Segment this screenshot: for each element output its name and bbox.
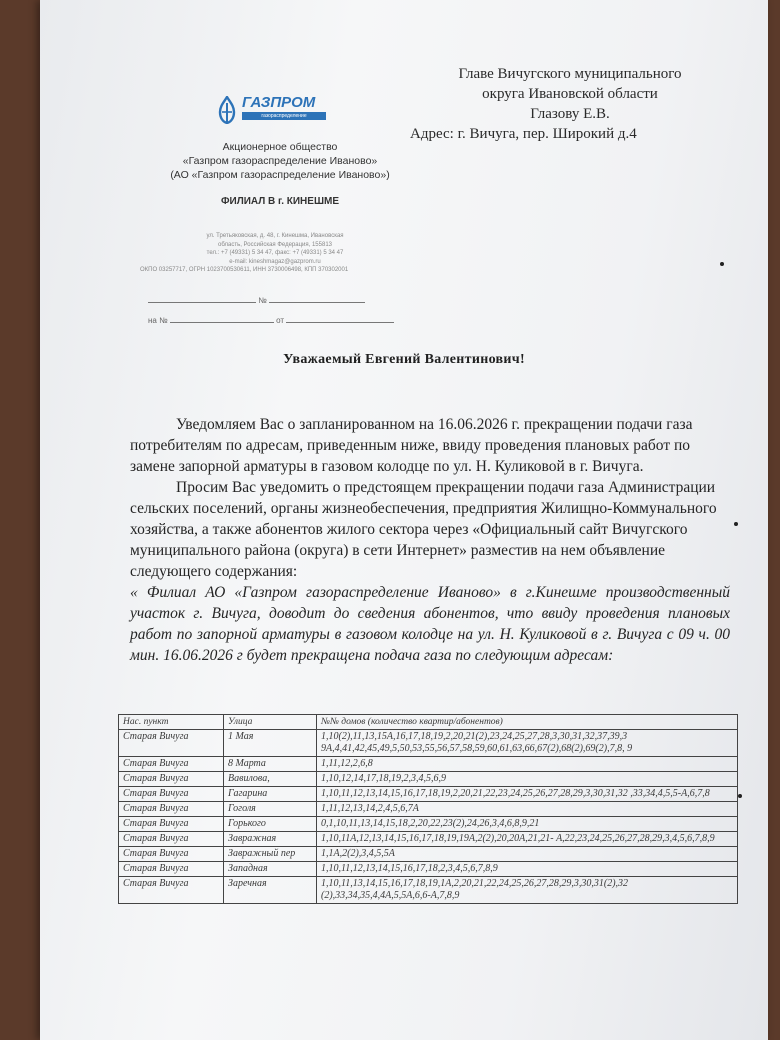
cell-locality: Старая Вичуга [119,847,224,862]
table-row [119,802,738,817]
table-row [119,862,738,877]
cell-locality: Старая Вичуга [119,817,224,832]
letter-page [40,0,768,1040]
cell-street: Гоголя [224,802,317,817]
paper-mark [734,522,738,526]
cell-street: Гагарина [224,787,317,802]
ref-number-label: на № [148,316,168,325]
cell-locality: Старая Вичуга [119,757,224,772]
cell-street: Вавилова, [224,772,317,787]
logo-wordmark: ГАЗПРОМ [242,94,316,111]
logo-subtitle: газораспределение [242,112,326,120]
header-locality: Нас. пункт [119,715,224,730]
table-row [119,757,738,772]
cell-houses: 1,11,12,13,14,2,4,5,6,7А [317,802,738,817]
cell-houses: 1,10,11,13,14,15,16,17,18,19,1А,2,20,21,22,24,25,26,27,28,29,3,30,31(2),32 (2),33,34,35,4,4А,5,5А,6,6-А,7,8,9 [317,877,738,904]
paragraph-announcement: « Филиал АО «Газпром газораспределение Иваново» в г.Кинешме производственный участок г. Вичуга, доводит до сведения абонентов, что ввиду проведения плановых работ по запорной арматуры в газовом колодце на ул. Н. Куликовой в г. Вичуга с 09 ч. 00 мин. 16.06.2026 г будет прекращена подача газа по следующим адресам: [130,584,730,664]
header-houses: №№ домов (количество квартир/абонентов) [317,715,738,730]
cell-locality: Старая Вичуга [119,802,224,817]
branch-name: ФИЛИАЛ В г. КИНЕШМЕ [220,196,340,207]
header-street: Улица [224,715,317,730]
addressee-line: Главе Вичугского муниципального [458,66,682,82]
cell-houses: 1,10,12,14,17,18,19,2,3,4,5,6,9 [317,772,738,787]
registration-codes: ОКПО 03257717, ОГРН 1023700530611, ИНН 3730006498, КПП 370302001 [140,267,349,273]
cell-street: Западная [224,862,317,877]
cell-street: Горького [224,817,317,832]
cell-houses: 1,10(2),11,13,15А,16,17,18,19,2,20,21(2),23,24,25,27,28,3,30,31,32,37,39,3 9А,4,41,42,45,49,5,50,53,55,56,57,58,59,60,61,63,66,67(2),68(2),69(2),7,8, 9 [317,730,738,757]
company-contacts [140,232,400,275]
address-table [118,714,738,904]
addressee-line: округа Ивановской области [482,86,658,102]
table-header-row [119,715,738,730]
cell-street: 1 Мая [224,730,317,757]
addressee-block [410,64,720,144]
table-row [119,847,738,862]
cell-locality: Старая Вичуга [119,862,224,877]
paper-mark [738,794,742,798]
cell-houses: 0,1,10,11,13,14,15,18,2,20,22,23(2),24,26,3,4,6,8,9,21 [317,817,738,832]
company-name [130,140,430,182]
cell-street: 8 Марта [224,757,317,772]
flame-logo-icon [216,96,238,124]
cell-locality: Старая Вичуга [119,772,224,787]
addressee-address: Адрес: г. Вичуга, пер. Широкий д.4 [410,126,637,142]
cell-houses: 1,10,11,12,13,14,15,16,17,18,2,3,4,5,6,7,8,9 [317,862,738,877]
cell-houses: 1,10,11,12,13,14,15,16,17,18,19,2,20,21,22,23,24,25,26,27,28,29,3,30,31,32 ,33,34,4,5,5-А,6,7,8 [317,787,738,802]
reference-number-line [148,314,394,325]
date-label: от [276,316,285,325]
cell-street: Заречная [224,877,317,904]
cell-locality: Старая Вичуга [119,877,224,904]
table-row [119,730,738,757]
contact-line: ул. Третьяковская, д. 48, г. Кинешма, Ивановская [206,233,344,239]
contact-line: e-mail: kineshmagaz@gazprom.ru [229,258,321,265]
company-line: (АО «Газпром газораспределение Иваново») [170,169,390,181]
contact-line: тел.: +7 (49331) 5 34 47, факс: +7 (49331) 5 34 47 [206,250,344,256]
cell-locality: Старая Вичуга [119,787,224,802]
addressee-line: Глазову Е.В. [530,106,610,122]
cell-street: Завражная [224,832,317,847]
cell-locality: Старая Вичуга [119,730,224,757]
table-row [119,877,738,904]
table-row [119,817,738,832]
outgoing-number-line [148,294,365,305]
cell-locality: Старая Вичуга [119,832,224,847]
contact-line: область, Российская Федерация, 155813 [217,241,332,248]
company-line: «Газпром газораспределение Иваново» [182,155,378,167]
paragraph-notice: Уведомляем Вас о запланированном на 16.06.2026 г. прекращении подачи газа потребителям по адресам, приведенным ниже, ввиду проведения плановых работ по замене запорной арматуры в газовом колодце по ул. Н. Куликовой в г. Вичуга. [130,416,693,475]
table-row [119,772,738,787]
gazprom-logo [216,88,356,130]
cell-street: Завражный пер [224,847,317,862]
number-label: № [258,296,267,305]
paragraph-request: Просим Вас уведомить о предстоящем прекращении подачи газа Администрации сельских поселений, органы жизнеобеспечения, предприятия Жилищно-Коммунального хозяйства, а также абонентов жилого сектора через «Официальный сайт Вичугского муниципального района (округа) в сети Интернет» разместив на нем объявление следующего содержания: [130,479,717,580]
table-row [119,832,738,847]
cell-houses: 1,10,11А,12,13,14,15,16,17,18,19,19А,2(2),20,20А,21,21- А,22,23,24,25,26,27,28,29,3,4,5,6,7,8,9 [317,832,738,847]
cell-houses: 1,1А,2(2),3,4,5,5А [317,847,738,862]
greeting: Уважаемый Евгений Валентинович! [283,352,525,367]
letter-body [130,414,730,666]
company-line: Акционерное общество [222,141,338,153]
paper-mark [720,262,724,266]
cell-houses: 1,11,12,2,6,8 [317,757,738,772]
table-row [119,787,738,802]
